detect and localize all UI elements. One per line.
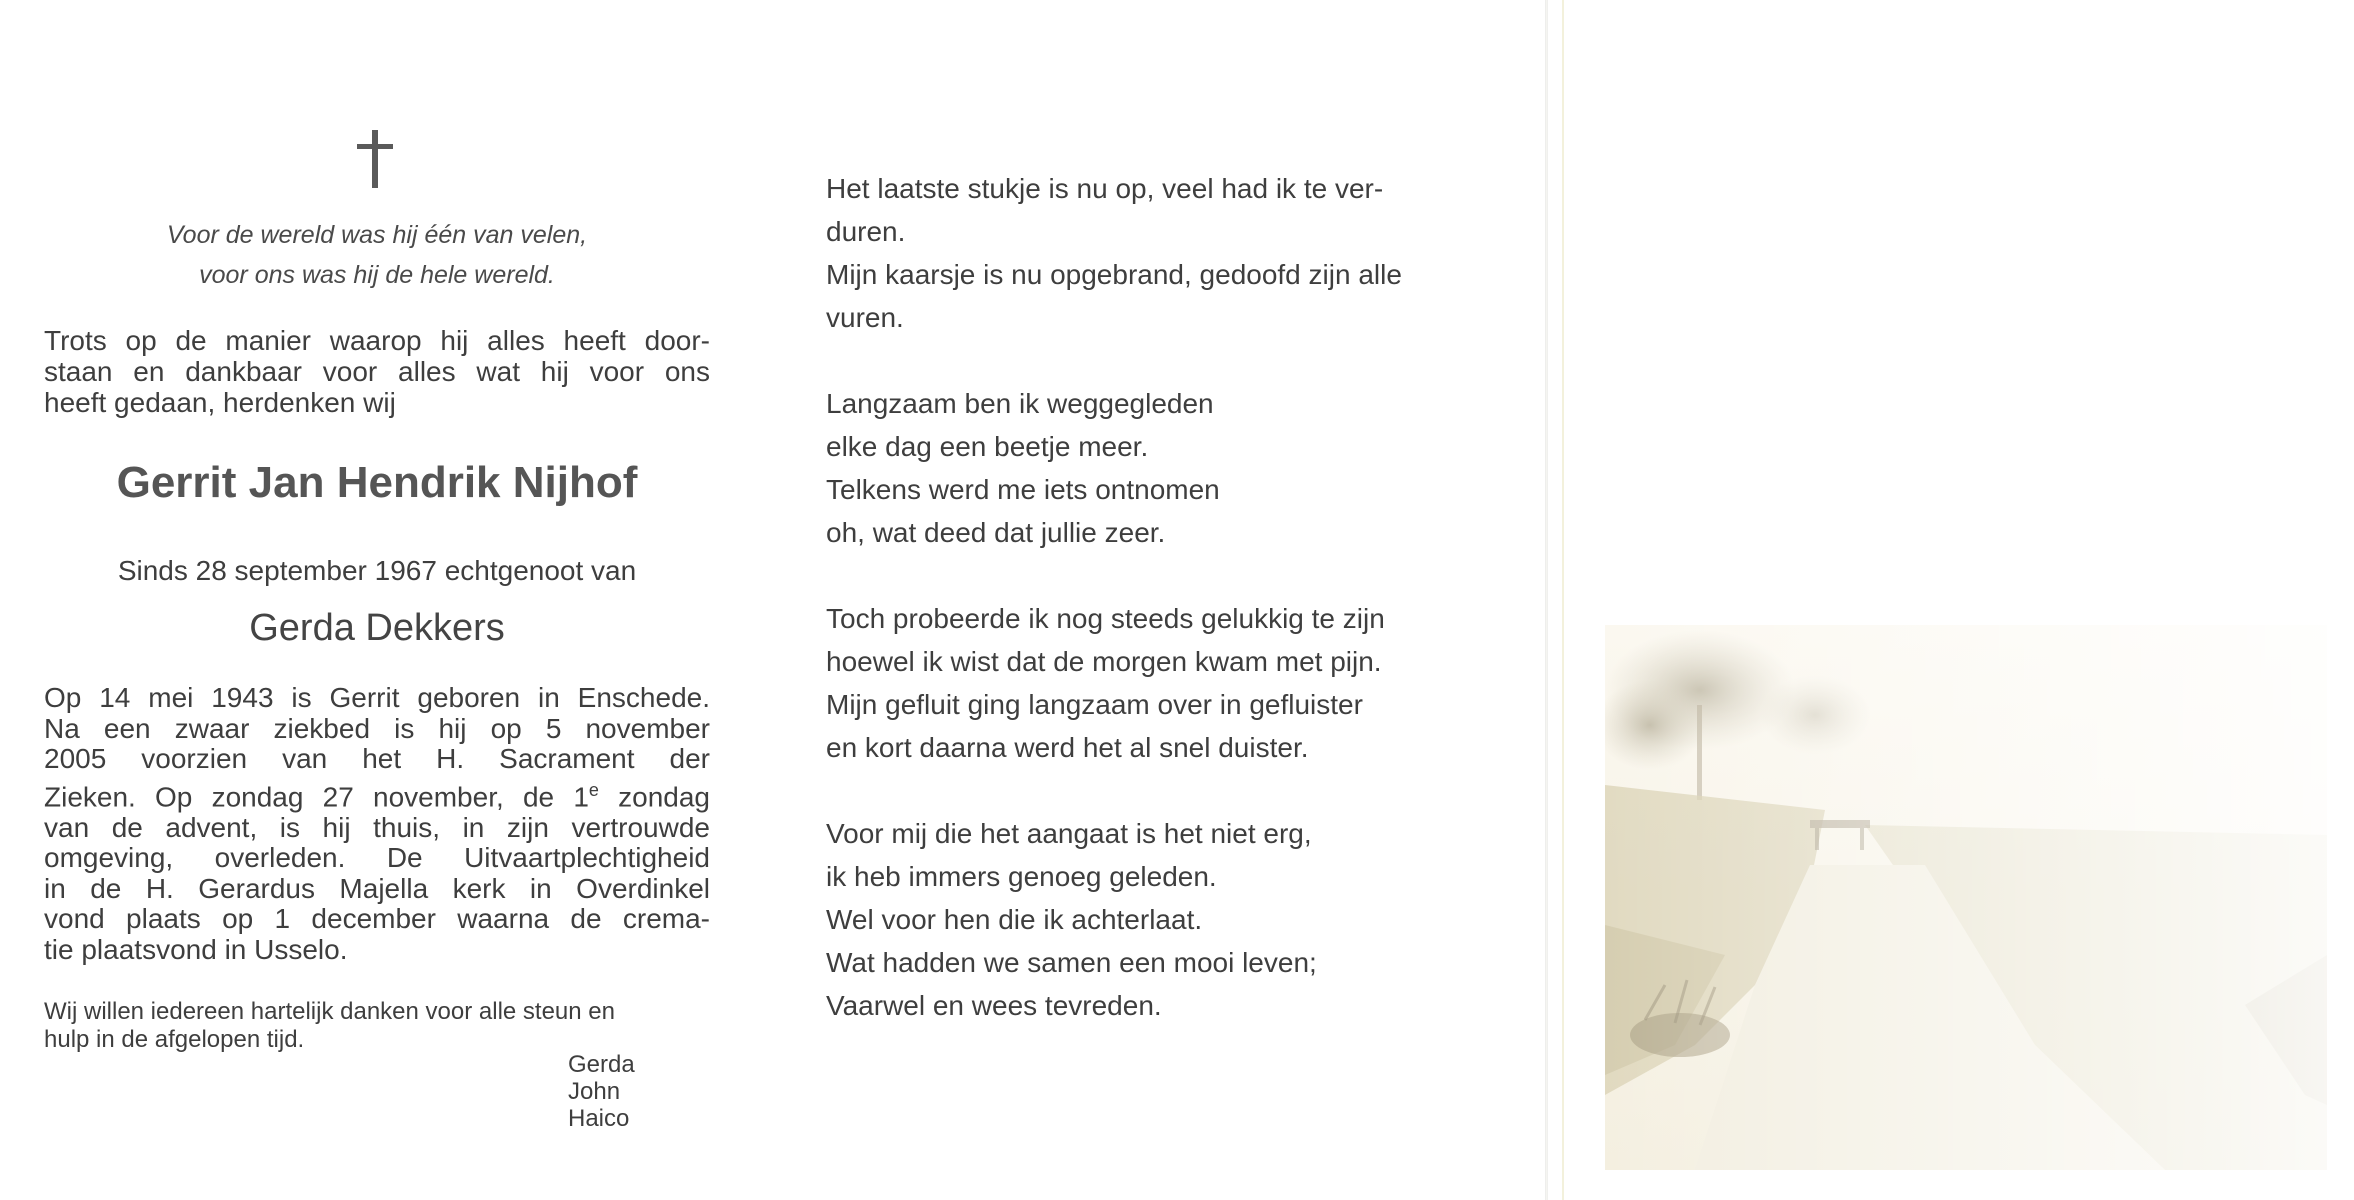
bio-line: in de H. Gerardus Majella kerk in Overdinkel xyxy=(44,872,710,904)
poem xyxy=(826,167,1506,1070)
bio-line: Na een zwaar ziekbed is hij op 5 november xyxy=(44,712,710,744)
poem-line: vuren. xyxy=(826,302,904,333)
card-fold-shadow xyxy=(1562,0,1564,1200)
signer-name: Gerda xyxy=(568,1051,635,1078)
bio-line: tie plaatsvond in Usselo. xyxy=(44,934,348,966)
bio-line: Op 14 mei 1943 is Gerrit geboren in Enschede. xyxy=(44,682,710,713)
signers xyxy=(568,1051,635,1132)
poem-stanza xyxy=(826,382,1506,554)
poem-line: Telkens werd me iets ontnomen xyxy=(826,474,1220,505)
bio-line: 2005 voorzien van het H. Sacrament der xyxy=(44,743,710,775)
thanks-line: hulp in de afgelopen tijd. xyxy=(44,1026,305,1053)
intro-line: Trots op de manier waarop hij alles heeft door- xyxy=(44,325,710,356)
deceased-name: Gerrit Jan Hendrik Nijhof xyxy=(116,458,638,507)
poem-line: hoewel ik wist dat de morgen kwam met pijn. xyxy=(826,646,1382,677)
poem-stanza xyxy=(826,812,1506,1027)
poem-stanza xyxy=(826,167,1506,339)
bio-text: zondag xyxy=(598,781,710,813)
intro-line: heeft gedaan, herdenken wij xyxy=(44,387,396,418)
poem-line: Wel voor hen die ik achterlaat. xyxy=(826,904,1203,935)
thanks-line: Wij willen iedereen hartelijk danken voor alle steun en xyxy=(44,998,615,1025)
bio-line: vond plaats op 1 december waarna de crema- xyxy=(44,903,710,935)
bio-line: omgeving, overleden. De Uitvaartplechtigheid xyxy=(44,842,710,874)
spouse-name: Gerda Dekkers xyxy=(249,607,505,649)
landscape-illustration xyxy=(1605,625,2327,1170)
poem-line: oh, wat deed dat jullie zeer. xyxy=(826,517,1166,548)
poem-line: ik heb immers genoeg geleden. xyxy=(826,861,1217,892)
card-fold-line xyxy=(1545,0,1548,1200)
poem-line: Langzaam ben ik weggegleden xyxy=(826,388,1214,419)
poem-line: Mijn gefluit ging langzaam over in gefluister xyxy=(826,689,1363,720)
poem-line: Mijn kaarsje is nu opgebrand, gedoofd zijn alle xyxy=(826,259,1402,290)
poem-line: Het laatste stukje is nu op, veel had ik te ver- xyxy=(826,173,1384,204)
biography xyxy=(44,683,710,966)
signer-name: John xyxy=(568,1078,621,1105)
cross-icon xyxy=(355,130,395,188)
poem-line: en kort daarna werd het al snel duister. xyxy=(826,732,1309,763)
poem-line: Toch probeerde ik nog steeds gelukkig te zijn xyxy=(826,603,1385,634)
marriage-line: Sinds 28 september 1967 echtgenoot van xyxy=(117,555,637,586)
intro-line: staan en dankbaar voor alles wat hij voor ons xyxy=(44,356,710,387)
poem-line: Wat hadden we samen een mooi leven; xyxy=(826,947,1317,978)
motto-line: Voor de wereld was hij één van velen, xyxy=(166,221,588,249)
ordinal-suffix: e xyxy=(588,779,599,800)
bio-line xyxy=(44,775,710,813)
intro-text xyxy=(44,325,710,418)
poem-line: Vaarwel en wees tevreden. xyxy=(826,990,1162,1021)
bio-text: Zieken. Op zondag 27 november, de 1 xyxy=(44,781,589,813)
misty-canal-photo xyxy=(1605,625,2327,1170)
thanks-text xyxy=(44,998,710,1054)
signer-name: Haico xyxy=(568,1105,630,1132)
poem-line: duren. xyxy=(826,216,906,247)
motto xyxy=(44,215,710,295)
motto-line: voor ons was hij de hele wereld. xyxy=(199,261,555,289)
poem-line: Voor mij die het aangaat is het niet erg, xyxy=(826,818,1312,849)
poem-line: elke dag een beetje meer. xyxy=(826,431,1149,462)
poem-stanza xyxy=(826,597,1506,769)
bio-line: van de advent, is hij thuis, in zijn vertrouwde xyxy=(44,811,710,843)
